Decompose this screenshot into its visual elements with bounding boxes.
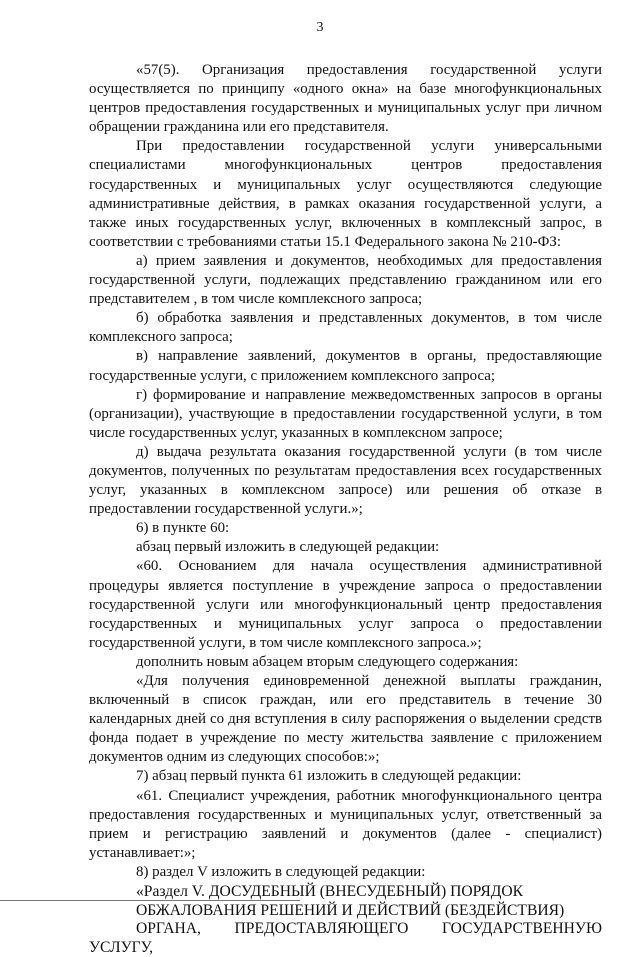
document-body: [89, 61, 602, 957]
paragraph-57-5: «57(5). Организация предоставления государственной услуги осуществляется по принципу «одного окна» на базе многофункциональных центров предоставления государственных и муниципальных услуг при личном обращении гражданина или его представителя.: [89, 62, 602, 136]
page-number: 3: [316, 20, 324, 35]
amendment-6-intro: абзац первый изложить в следующей редакции:: [136, 539, 440, 556]
heading-line: «Раздел V. ДОСУДЕБНЫЙ (ВНЕСУДЕБНЫЙ) ПОРЯДОК: [136, 883, 524, 901]
paragraph-60: «60. Основанием для начала осуществления административной процедуры является поступление в учреждение запроса о предоставлении государственной услуги или многофункциональный центр предоставления государственных и муниципальных услуг запроса о предоставлении государственной услуги, в том числе комплексного запроса.»;: [89, 558, 602, 651]
list-item-g: г) формирование и направление межведомственных запросов в органы (организации), участвующие в предоставлении государственной услуги, в том числе государственных услуг, указанных в комплексном запросе;: [89, 386, 602, 441]
list-item-b: б) обработка заявления и представленных документов, в том числе комплексного запроса;: [89, 310, 602, 346]
heading-line: ОБЖАЛОВАНИЯ РЕШЕНИЙ И ДЕЙСТВИЙ (БЕЗДЕЙСТВИЯ): [136, 901, 565, 919]
list-item-d: д) выдача результата оказания государственной услуги (в том числе документов, полученных по результатам предоставления всех государственных услуг, указанных в комплексном запросе) или решения об отказе в предоставлении государственной услуги.»;: [89, 443, 602, 518]
amendment-7: 7) абзац первый пункта 61 изложить в следующей редакции:: [136, 768, 522, 785]
list-item-v: в) направление заявлений, документов в органы, предоставляющие государственные услуги, с приложением комплексного запроса;: [89, 348, 602, 384]
heading-line: ОРГАНА, ПРЕДОСТАВЛЯЮЩЕГО ГОСУДАРСТВЕННУЮ УСЛУГУ,: [89, 920, 602, 956]
amendment-6-addition: дополнить новым абзацем вторым следующего содержания:: [136, 653, 519, 670]
amendment-6: 6) в пункте 60:: [136, 520, 230, 537]
scan-edge-line: [0, 900, 300, 901]
list-item-a: а) прием заявления и документов, необходимых для предоставления государственной услуги, подлежащих представлению гражданином или его представителем , в том числе комплексного запроса;: [89, 252, 602, 308]
section-heading: [89, 883, 602, 957]
paragraph-payment: «Для получения единовременной денежной выплаты гражданин, включенный в список граждан, или его представитель в течение 30 календарных дней со дня вступления в силу распоряжения о выделении средств фонда подает в учреждение по месту жительства заявление с приложением документов одним из следующих способов:»;: [89, 673, 602, 766]
amendment-8: 8) раздел V изложить в следующей редакции:: [136, 863, 426, 880]
paragraph-61: «61. Специалист учреждения, работник многофункционального центра предоставления государственных и муниципальных услуг, ответственный за прием и регистрацию заявлений и документов (далее - специалист) устанавливает:»;: [89, 787, 602, 861]
paragraph-admin-actions: При предоставлении государственной услуги универсальными специалистами многофункциональных центров предоставления государственных и муниципальных услуг осуществляются следующие административные действия, в рамках оказания государственной услуги, а также иных государственных услуг, включенных в комплексный запрос, в соответствии с требованиями статьи 15.1 Федерального закона № 210-ФЗ:: [89, 138, 602, 250]
